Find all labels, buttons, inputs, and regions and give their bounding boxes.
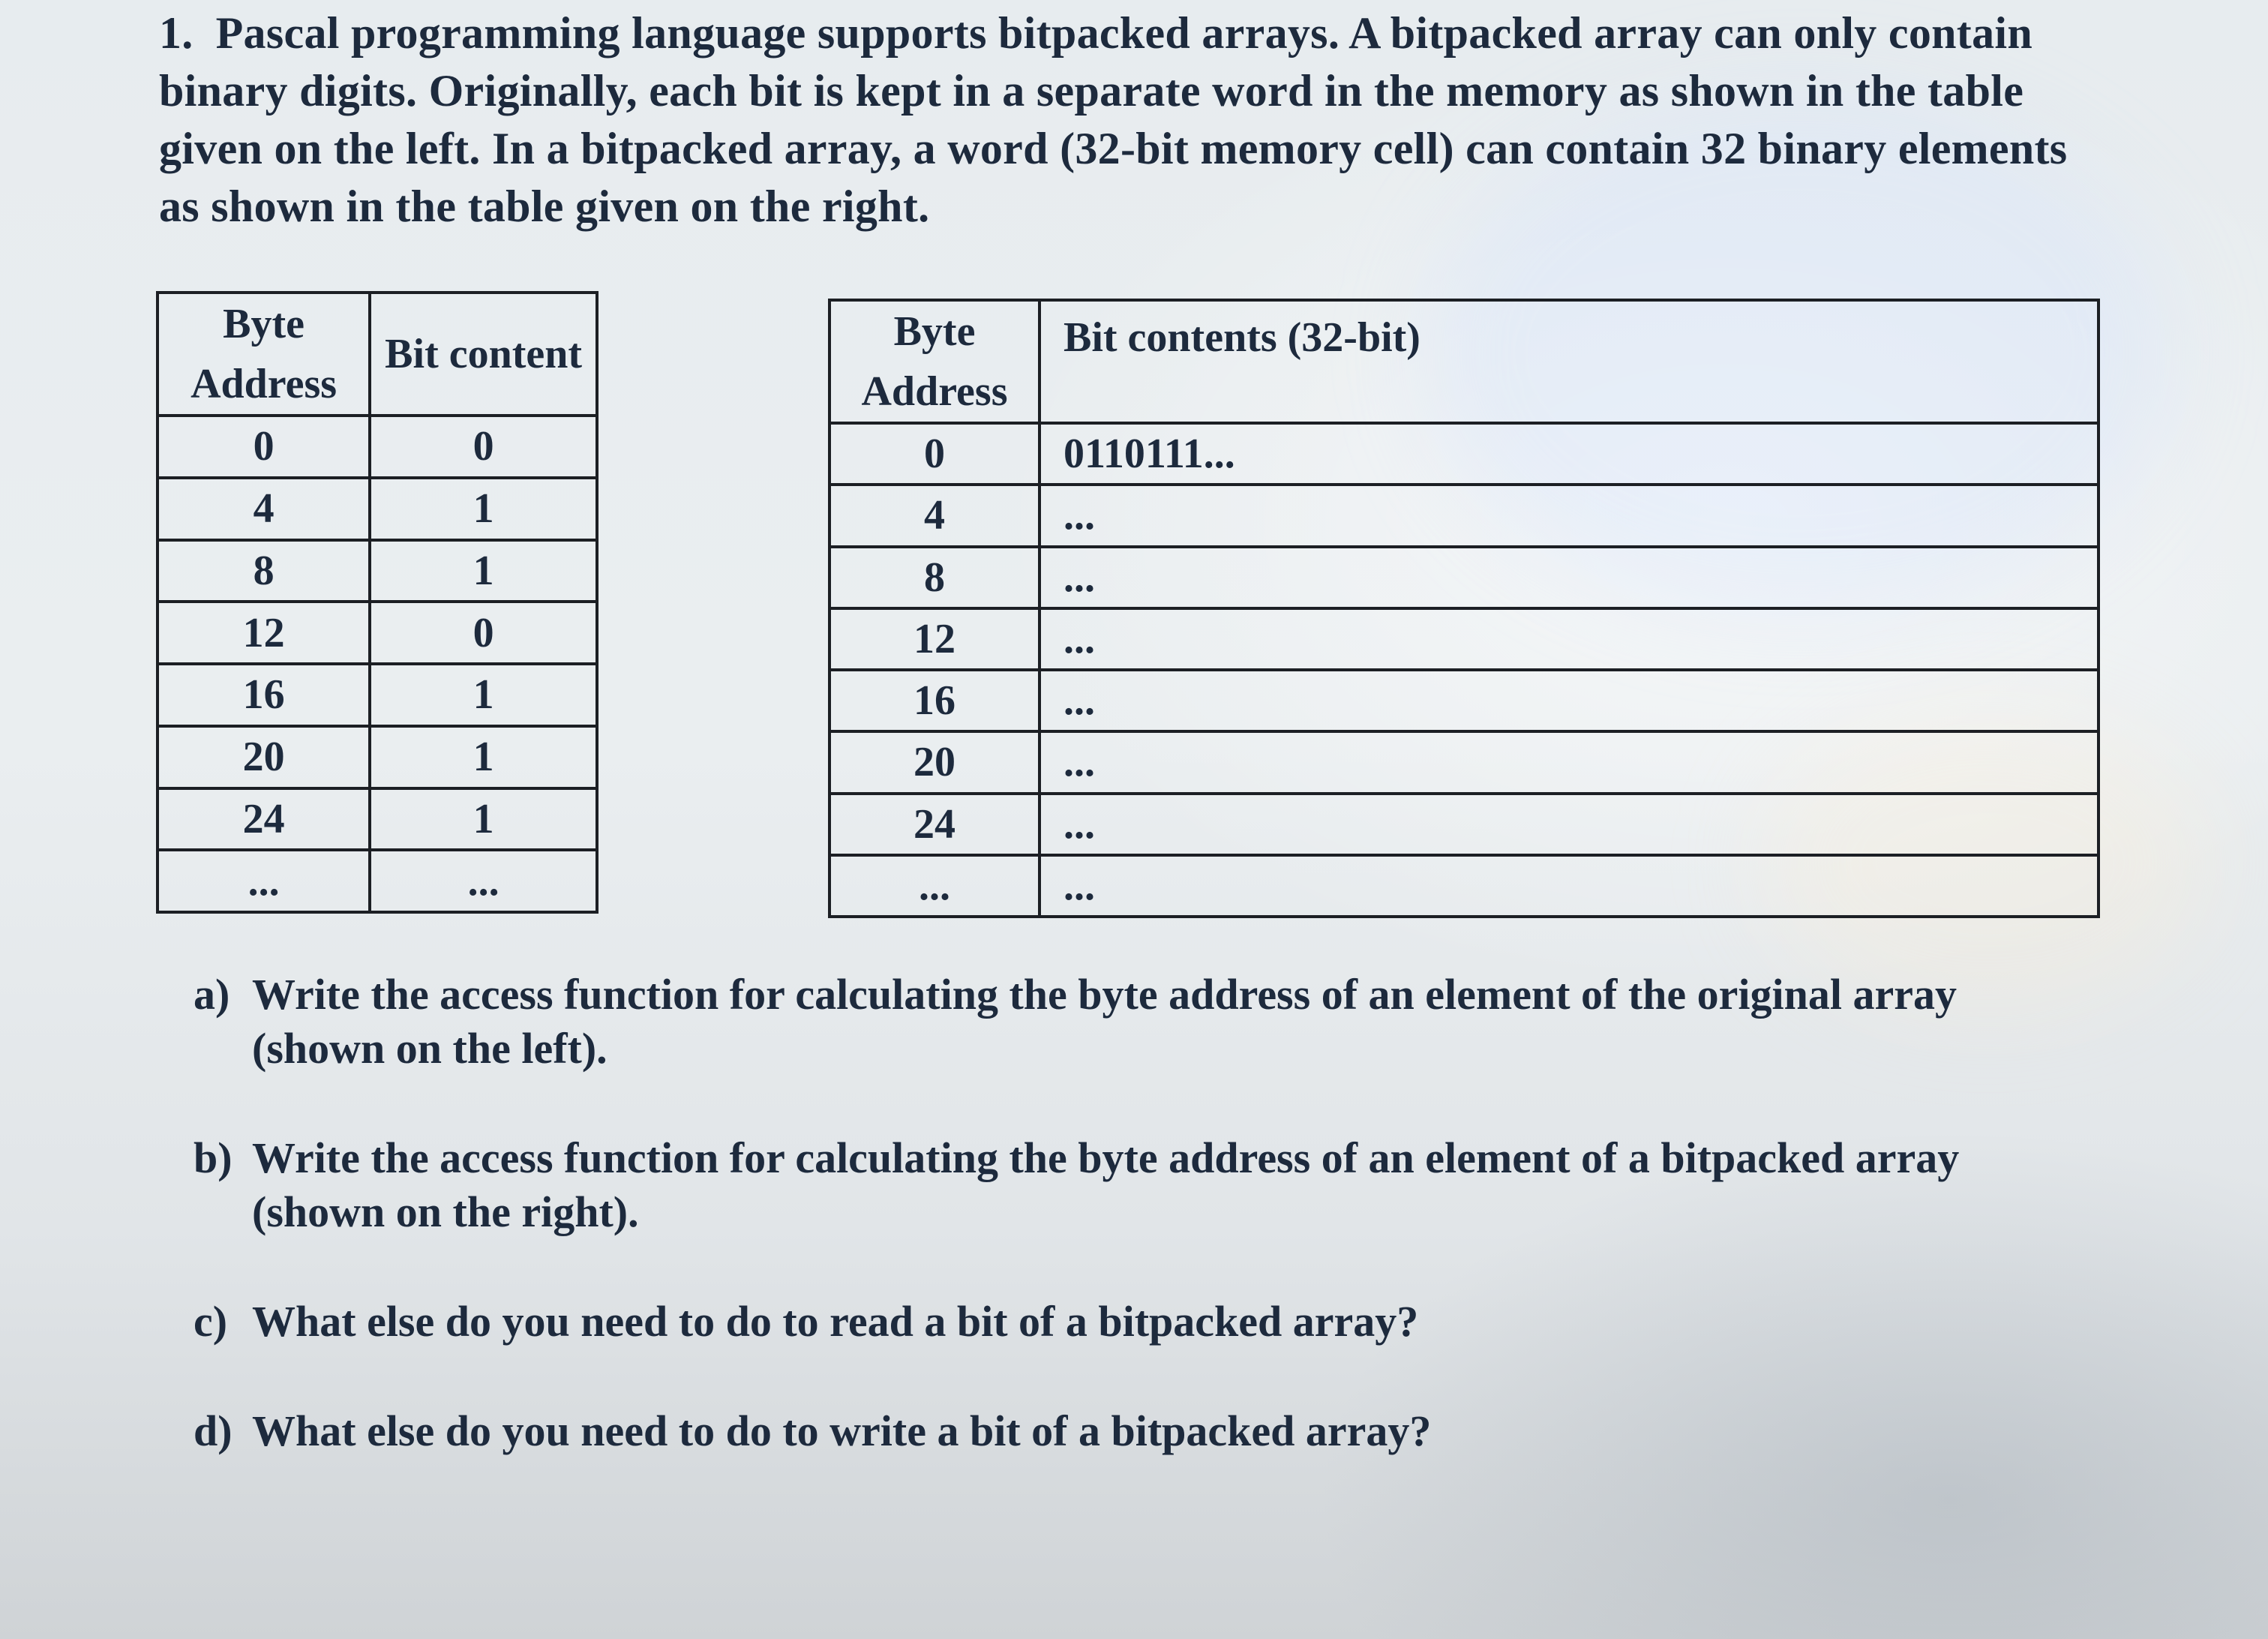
subquestion-text: Write the access function for calculating the byte address of an element of a bitpacked array (shown on the right).: [252, 1133, 1960, 1236]
bit-contents-cell: ...: [1040, 794, 2098, 855]
subquestion-text: What else do you need to do to write a bit of a bitpacked array?: [252, 1406, 1432, 1455]
question-intro: [159, 5, 2094, 236]
table-row: [158, 416, 597, 478]
original-array-table: [156, 291, 598, 914]
table-row: [830, 794, 2098, 855]
subquestion-label: b): [194, 1133, 232, 1182]
subquestion-list: [194, 968, 2098, 1458]
byte-address-cell: 12: [158, 602, 370, 664]
table-row: [830, 608, 2098, 670]
bit-contents-cell: ...: [1040, 608, 2098, 670]
bit-contents-cell: 0110111...: [1040, 423, 2098, 485]
header-bit-content: Bit content: [370, 293, 597, 416]
bit-content-cell: 1: [370, 540, 597, 602]
byte-address-cell: 12: [830, 608, 1040, 670]
byte-address-cell: 20: [830, 731, 1040, 793]
table-row: [158, 602, 597, 664]
header-byte-address: Byte Address: [158, 293, 370, 416]
table-header-row: [158, 293, 597, 416]
bit-contents-cell: ...: [1040, 547, 2098, 608]
subquestion-text: What else do you need to do to read a bit of a bitpacked array?: [252, 1297, 1419, 1346]
byte-address-cell: 24: [830, 794, 1040, 855]
table-row: [158, 726, 597, 788]
bit-contents-cell: ...: [1040, 855, 2098, 917]
byte-address-cell: 4: [830, 485, 1040, 546]
bit-content-cell: 0: [370, 416, 597, 478]
bit-content-cell: 1: [370, 664, 597, 726]
bit-contents-cell: ...: [1040, 731, 2098, 793]
table-row: [830, 731, 2098, 793]
table-row: [830, 670, 2098, 731]
byte-address-cell: 0: [830, 423, 1040, 485]
table-row: [830, 423, 2098, 485]
subquestion-b: [194, 1131, 2098, 1239]
byte-address-cell: 20: [158, 726, 370, 788]
subquestion-c: [194, 1295, 2098, 1349]
table-row: [158, 478, 597, 540]
header-bit-contents: Bit contents (32-bit): [1040, 300, 2098, 423]
byte-address-cell: 8: [158, 540, 370, 602]
byte-address-cell: 16: [830, 670, 1040, 731]
table-header-row: [830, 300, 2098, 423]
byte-address-cell: 16: [158, 664, 370, 726]
byte-address-cell: 0: [158, 416, 370, 478]
bit-content-cell: 0: [370, 602, 597, 664]
table-row: [158, 850, 597, 912]
subquestion-a: [194, 968, 2098, 1076]
bit-content-cell: 1: [370, 726, 597, 788]
bit-content-cell: 1: [370, 478, 597, 540]
table-row: [830, 855, 2098, 917]
subquestion-d: [194, 1404, 2098, 1458]
byte-address-cell: 8: [830, 547, 1040, 608]
bitpacked-array-table: [828, 299, 2100, 918]
table-row: [158, 664, 597, 726]
question-number: 1.: [159, 8, 194, 58]
table-row: [830, 485, 2098, 546]
subquestion-label: d): [194, 1406, 232, 1455]
subquestion-label: c): [194, 1297, 228, 1346]
bit-contents-cell: ...: [1040, 670, 2098, 731]
question-text: Pascal programming language supports bitpacked arrays. A bitpacked array can only contain binary digits. Originally, each bit is kept in a separate word in the memory as shown in the table given on the left. In a bitpacked array, a word (32-bit memory cell) can contain 32 binary elements as shown in the table given on the right.: [159, 8, 2068, 231]
bit-contents-cell: ...: [1040, 485, 2098, 546]
bit-content-cell: 1: [370, 788, 597, 851]
byte-address-cell: 4: [158, 478, 370, 540]
subquestion-text: Write the access function for calculating the byte address of an element of the original array (shown on the left).: [252, 970, 1957, 1073]
byte-address-cell: ...: [830, 855, 1040, 917]
table-row: [158, 788, 597, 851]
header-byte-address: Byte Address: [830, 300, 1040, 423]
subquestion-label: a): [194, 970, 230, 1019]
table-row: [830, 547, 2098, 608]
bit-content-cell: ...: [370, 850, 597, 912]
table-row: [158, 540, 597, 602]
byte-address-cell: ...: [158, 850, 370, 912]
byte-address-cell: 24: [158, 788, 370, 851]
